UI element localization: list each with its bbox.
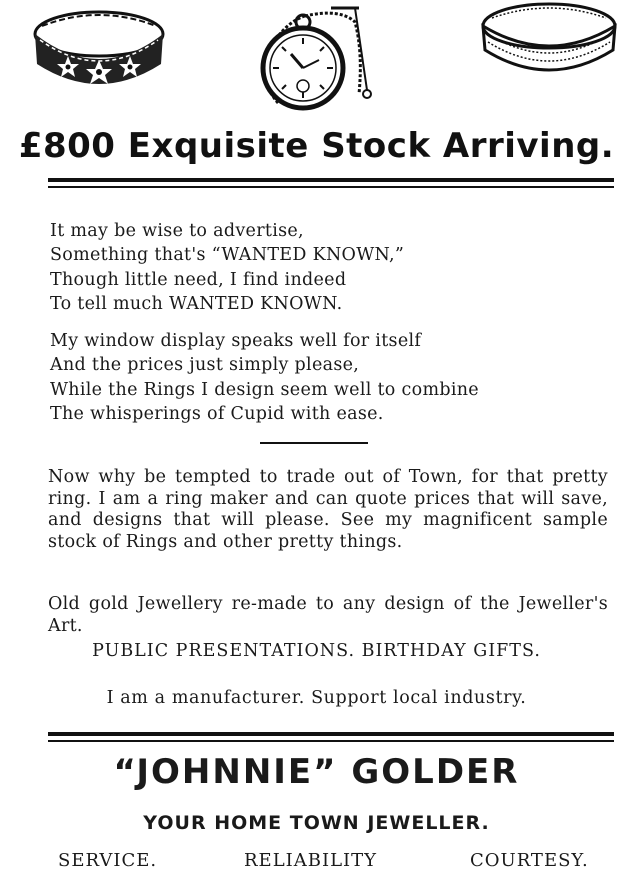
poem-line: It may be wise to advertise, <box>50 221 304 241</box>
motto-service: SERVICE. <box>58 850 158 871</box>
motto-courtesy: COURTESY. <box>470 850 589 871</box>
divider-bottom-thin <box>48 740 614 742</box>
tagline: YOUR HOME TOWN JEWELLER. <box>143 812 490 834</box>
poem-line: And the prices just simply please, <box>50 355 360 376</box>
section-divider <box>260 442 368 444</box>
presentations-line: PUBLIC PRESENTATIONS. BIRTHDAY GIFTS. <box>92 641 541 661</box>
poem-line: While the Rings I design seem well to combine <box>50 379 479 400</box>
body-paragraph: Now why be tempted to trade out of Town, for that pretty ring. I am a ring maker and can quote prices that will save, and designs that will please. See my magnificent sample stock of Rings and other pretty things. <box>48 467 608 552</box>
poem-line: The whisperings of Cupid with ease. <box>50 403 384 424</box>
headline: £800 Exquisite Stock Arriving. <box>18 126 615 166</box>
poem-line: Something that's “WANTED KNOWN,” <box>50 245 405 266</box>
jeweller-name: “JOHNNIE” GOLDER <box>113 752 520 792</box>
jewelled-ring-icon <box>28 4 170 96</box>
poem-line: My window display speaks well for itself <box>50 331 422 351</box>
divider-top-thick <box>48 178 614 182</box>
poem-stanza-1 <box>50 219 404 316</box>
poem-stanza-2 <box>50 329 479 426</box>
pocket-watch-icon <box>255 2 395 114</box>
divider-top-thin <box>48 186 614 188</box>
body-paragraph-old-gold: Old gold Jewellery re-made to any design of the Jeweller's Art. <box>48 594 608 636</box>
manufacturer-line: I am a manufacturer. Support local industry. <box>106 688 527 708</box>
band-ring-icon <box>478 0 620 80</box>
poem-line: Though little need, I find indeed <box>50 269 347 290</box>
motto-reliability: RELIABILITY <box>244 850 378 871</box>
poem-line: To tell much WANTED KNOWN. <box>50 293 343 314</box>
divider-bottom-thick <box>48 732 614 736</box>
